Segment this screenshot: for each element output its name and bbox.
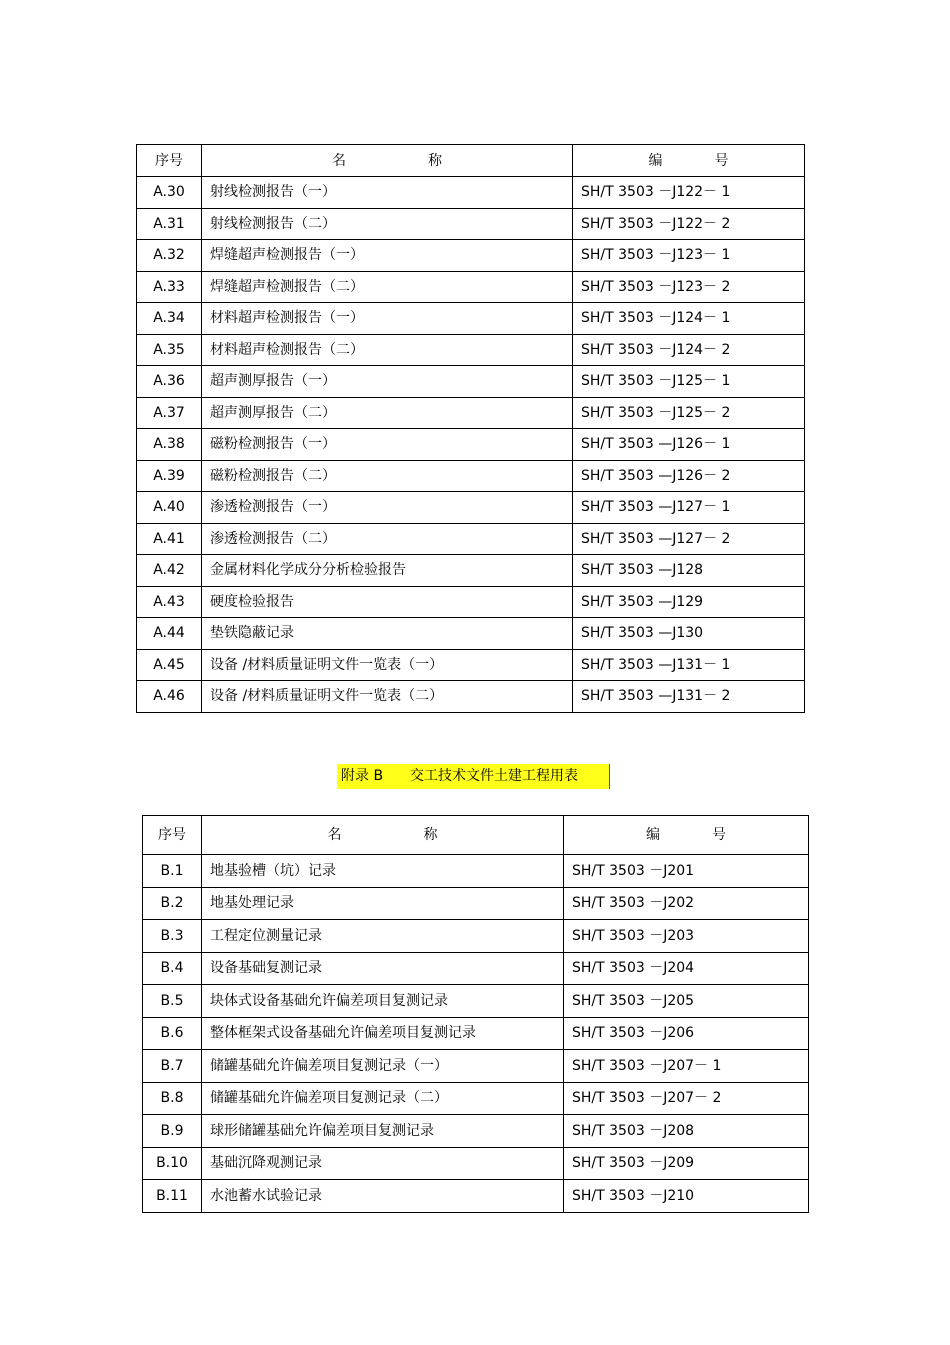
row-serial-no: A.41 — [137, 523, 202, 555]
table-row — [137, 523, 805, 555]
header-name-part-1: 名 — [332, 152, 346, 169]
row-code: SH/T 3503 －J207－ 1 — [564, 1050, 809, 1083]
appendix-b-title: 交工技术文件土建工程用表 — [410, 768, 578, 784]
table-row — [137, 618, 805, 650]
row-serial-no: A.42 — [137, 555, 202, 587]
row-name: 设备基础复测记录 — [202, 952, 564, 985]
row-serial-no: B.2 — [143, 887, 202, 920]
table-appendix-a — [136, 144, 805, 713]
row-code: SH/T 3503 －J122－ 2 — [573, 208, 805, 240]
row-code: SH/T 3503 －J207－ 2 — [564, 1082, 809, 1115]
row-serial-no: B.1 — [143, 855, 202, 888]
row-name: 渗透检测报告（一） — [202, 492, 573, 524]
table-header-row — [137, 145, 805, 177]
row-code: SH/T 3503 —J128 — [573, 555, 805, 587]
row-serial-no: B.9 — [143, 1115, 202, 1148]
table-row — [137, 681, 805, 713]
row-name: 工程定位测量记录 — [202, 920, 564, 953]
row-name: 磁粉检测报告（一） — [202, 429, 573, 461]
row-name: 设备 /材料质量证明文件一览表（一） — [202, 649, 573, 681]
row-serial-no: A.34 — [137, 303, 202, 335]
row-serial-no: B.4 — [143, 952, 202, 985]
header-name — [202, 816, 564, 855]
row-code: SH/T 3503 －J203 — [564, 920, 809, 953]
header-name-part-1: 名 — [327, 827, 342, 843]
row-name: 材料超声检测报告（二） — [202, 334, 573, 366]
table-row — [143, 1147, 809, 1180]
header-code-part-2: 号 — [714, 152, 729, 169]
header-name — [202, 145, 573, 177]
row-code: SH/T 3503 －J123－ 2 — [573, 271, 805, 303]
row-serial-no: A.31 — [137, 208, 202, 240]
row-code: SH/T 3503 －J205 — [564, 985, 809, 1018]
row-name: 基础沉降观测记录 — [202, 1147, 564, 1180]
row-serial-no: B.6 — [143, 1017, 202, 1050]
header-code — [573, 145, 805, 177]
table-row — [137, 460, 805, 492]
row-name: 球形储罐基础允许偏差项目复测记录 — [202, 1115, 564, 1148]
row-code: SH/T 3503 －J206 — [564, 1017, 809, 1050]
caption-edge-divider — [609, 764, 610, 789]
table-row — [137, 429, 805, 461]
row-name: 块体式设备基础允许偏差项目复测记录 — [202, 985, 564, 1018]
table-row — [143, 920, 809, 953]
header-code-part-1: 编 — [646, 827, 660, 843]
row-serial-no: A.30 — [137, 177, 202, 209]
row-name: 储罐基础允许偏差项目复测记录（一） — [202, 1050, 564, 1083]
header-name-part-2: 称 — [428, 152, 442, 169]
row-serial-no: A.33 — [137, 271, 202, 303]
table-row — [143, 1017, 809, 1050]
row-code: SH/T 3503 －J123－ 1 — [573, 240, 805, 272]
row-name: 超声测厚报告（二） — [202, 397, 573, 429]
table-row — [143, 855, 809, 888]
row-code: SH/T 3503 －J125－ 1 — [573, 366, 805, 398]
appendix-b-caption — [337, 764, 610, 789]
table-row — [137, 397, 805, 429]
row-code: SH/T 3503 —J129 — [573, 586, 805, 618]
appendix-b-label: 附录 B — [341, 768, 384, 784]
row-name: 材料超声检测报告（一） — [202, 303, 573, 335]
row-name: 磁粉检测报告（二） — [202, 460, 573, 492]
table-appendix-b — [142, 815, 809, 1213]
header-code-part-2: 号 — [712, 827, 726, 843]
table-row — [137, 208, 805, 240]
table-header-row — [143, 816, 809, 855]
row-code: SH/T 3503 —J127－ 1 — [573, 492, 805, 524]
row-code: SH/T 3503 －J122－ 1 — [573, 177, 805, 209]
row-code: SH/T 3503 —J126－ 1 — [573, 429, 805, 461]
row-code: SH/T 3503 －J125－ 2 — [573, 397, 805, 429]
row-serial-no: B.5 — [143, 985, 202, 1018]
row-serial-no: B.7 — [143, 1050, 202, 1083]
table-row — [143, 952, 809, 985]
row-name: 设备 /材料质量证明文件一览表（二） — [202, 681, 573, 713]
row-serial-no: A.32 — [137, 240, 202, 272]
row-serial-no: B.10 — [143, 1147, 202, 1180]
header-serial-no: 序号 — [143, 816, 202, 855]
row-serial-no: B.3 — [143, 920, 202, 953]
table-row — [137, 366, 805, 398]
row-name: 焊缝超声检测报告（一） — [202, 240, 573, 272]
row-serial-no: A.45 — [137, 649, 202, 681]
row-name: 水池蓄水试验记录 — [202, 1180, 564, 1213]
row-code: SH/T 3503 －J124－ 2 — [573, 334, 805, 366]
row-code: SH/T 3503 －J210 — [564, 1180, 809, 1213]
row-serial-no: B.8 — [143, 1082, 202, 1115]
table-row — [143, 1050, 809, 1083]
table-row — [137, 649, 805, 681]
header-name-part-2: 称 — [423, 827, 438, 843]
row-name: 射线检测报告（一） — [202, 177, 573, 209]
row-code: SH/T 3503 —J130 — [573, 618, 805, 650]
row-code: SH/T 3503 －J201 — [564, 855, 809, 888]
table-row — [143, 887, 809, 920]
row-name: 硬度检验报告 — [202, 586, 573, 618]
row-serial-no: A.40 — [137, 492, 202, 524]
table-row — [137, 240, 805, 272]
row-name: 渗透检测报告（二） — [202, 523, 573, 555]
table-row — [137, 303, 805, 335]
row-code: SH/T 3503 －J204 — [564, 952, 809, 985]
row-serial-no: A.46 — [137, 681, 202, 713]
row-name: 焊缝超声检测报告（二） — [202, 271, 573, 303]
row-code: SH/T 3503 －J124－ 1 — [573, 303, 805, 335]
row-serial-no: A.44 — [137, 618, 202, 650]
table-row — [143, 1115, 809, 1148]
table-row — [137, 271, 805, 303]
row-code: SH/T 3503 —J131－ 2 — [573, 681, 805, 713]
row-name: 地基验槽（坑）记录 — [202, 855, 564, 888]
row-serial-no: A.37 — [137, 397, 202, 429]
row-name: 超声测厚报告（一） — [202, 366, 573, 398]
row-code: SH/T 3503 —J126－ 2 — [573, 460, 805, 492]
row-code: SH/T 3503 —J127－ 2 — [573, 523, 805, 555]
table-row — [143, 1180, 809, 1213]
table-row — [137, 492, 805, 524]
row-code: SH/T 3503 －J209 — [564, 1147, 809, 1180]
row-code: SH/T 3503 —J131－ 1 — [573, 649, 805, 681]
table-row — [137, 586, 805, 618]
header-code-part-1: 编 — [648, 152, 663, 169]
header-serial-no: 序号 — [137, 145, 202, 177]
table-row — [137, 555, 805, 587]
row-serial-no: A.43 — [137, 586, 202, 618]
row-name: 储罐基础允许偏差项目复测记录（二） — [202, 1082, 564, 1115]
row-serial-no: A.39 — [137, 460, 202, 492]
row-serial-no: A.36 — [137, 366, 202, 398]
row-serial-no: A.35 — [137, 334, 202, 366]
table-row — [137, 334, 805, 366]
row-name: 整体框架式设备基础允许偏差项目复测记录 — [202, 1017, 564, 1050]
table-row — [137, 177, 805, 209]
row-name: 垫铁隐蔽记录 — [202, 618, 573, 650]
row-serial-no: B.11 — [143, 1180, 202, 1213]
row-name: 射线检测报告（二） — [202, 208, 573, 240]
row-name: 地基处理记录 — [202, 887, 564, 920]
row-code: SH/T 3503 －J202 — [564, 887, 809, 920]
table-row — [143, 985, 809, 1018]
table-row — [143, 1082, 809, 1115]
header-code — [564, 816, 809, 855]
row-serial-no: A.38 — [137, 429, 202, 461]
row-code: SH/T 3503 －J208 — [564, 1115, 809, 1148]
row-name: 金属材料化学成分分析检验报告 — [202, 555, 573, 587]
